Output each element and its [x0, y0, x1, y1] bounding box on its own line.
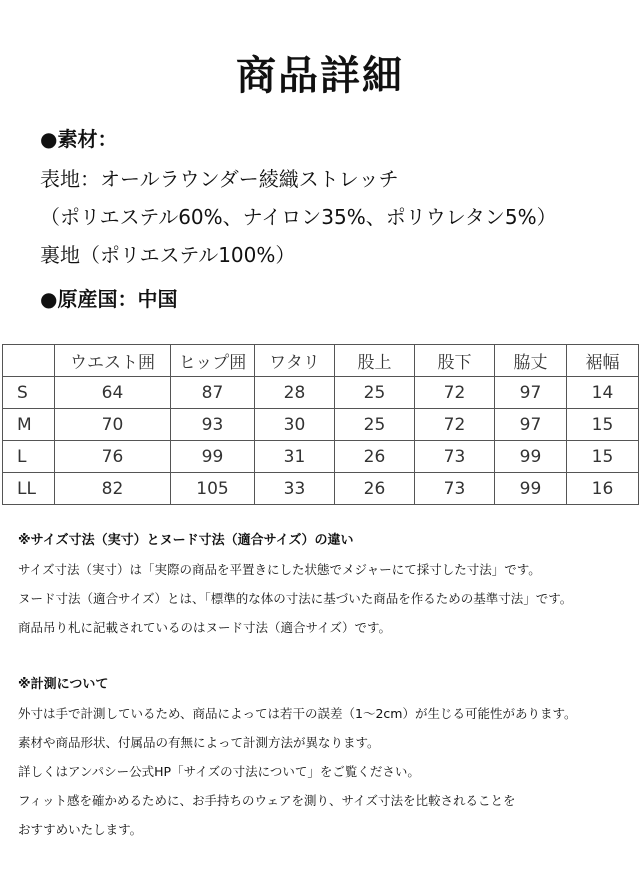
table-cell: 73	[415, 473, 495, 505]
measure-note-heading: ※計測について	[18, 677, 109, 692]
table-cell: 87	[171, 377, 255, 409]
table-cell: 97	[495, 377, 567, 409]
table-header-row	[3, 345, 639, 377]
table-cell: 15	[567, 441, 639, 473]
table-header-cell: ヒップ囲	[171, 345, 255, 377]
table-cell: 25	[335, 409, 415, 441]
table-cell: 72	[415, 377, 495, 409]
table-row	[3, 409, 639, 441]
table-row	[3, 377, 639, 409]
size-note-heading: ※サイズ寸法（実寸）とヌード寸法（適合サイズ）の違い	[18, 533, 354, 548]
table-header-cell: ワタリ	[255, 345, 335, 377]
table-cell: 33	[255, 473, 335, 505]
table-cell: 73	[415, 441, 495, 473]
table-header-cell: ウエスト囲	[55, 345, 171, 377]
table-header-cell: 裾幅	[567, 345, 639, 377]
table-cell: 99	[171, 441, 255, 473]
size-table	[2, 344, 639, 505]
table-row	[3, 441, 639, 473]
lining-fabric: 裏地（ポリエステル100%）	[40, 243, 296, 267]
page-title: 商品詳細	[236, 53, 404, 99]
table-cell: 26	[335, 441, 415, 473]
measure-note-line: おすすめいたします。	[18, 822, 143, 837]
measure-note-line: フィット感を確かめるために、お手持ちのウェアを測り、サイズ寸法を比較されることを	[18, 793, 516, 808]
table-cell: 31	[255, 441, 335, 473]
table-cell: 99	[495, 441, 567, 473]
outer-fabric: 表地：オールラウンダー綾織ストレッチ	[40, 167, 399, 191]
size-note-line: 商品吊り札に記載されているのはヌード寸法（適合サイズ）です。	[18, 620, 392, 635]
table-cell: 14	[567, 377, 639, 409]
table-header-cell	[3, 345, 55, 377]
table-row	[3, 473, 639, 505]
table-cell: 25	[335, 377, 415, 409]
size-label: LL	[3, 473, 55, 505]
measure-note-line: 素材や商品形状、付属品の有無によって計測方法が異なります。	[18, 735, 380, 750]
size-note-line: サイズ寸法（実寸）は「実際の商品を平置きにした状態でメジャーにて採寸した寸法」です。	[18, 562, 541, 577]
table-cell: 64	[55, 377, 171, 409]
table-header-cell: 股上	[335, 345, 415, 377]
table-cell: 99	[495, 473, 567, 505]
table-header-cell: 股下	[415, 345, 495, 377]
table-cell: 15	[567, 409, 639, 441]
size-label: M	[3, 409, 55, 441]
table-cell: 30	[255, 409, 335, 441]
table-cell: 97	[495, 409, 567, 441]
outer-composition: （ポリエステル60%、ナイロン35%、ポリウレタン5%）	[40, 205, 557, 229]
table-cell: 28	[255, 377, 335, 409]
table-cell: 105	[171, 473, 255, 505]
size-label: S	[3, 377, 55, 409]
table-cell: 72	[415, 409, 495, 441]
size-note-line: ヌード寸法（適合サイズ）とは、「標準的な体の寸法に基づいた商品を作るための基準寸法」です。	[18, 591, 573, 606]
origin-country: ●原産国：中国	[40, 287, 178, 311]
measure-note-line: 外寸は手で計測しているため、商品によっては若干の誤差（1〜2cm）が生じる可能性があります。	[18, 706, 577, 721]
table-cell: 70	[55, 409, 171, 441]
table-cell: 16	[567, 473, 639, 505]
table-cell: 76	[55, 441, 171, 473]
size-label: L	[3, 441, 55, 473]
measure-note-line: 詳しくはアンパシー公式HP「サイズの寸法について」をご覧ください。	[18, 764, 420, 779]
table-cell: 26	[335, 473, 415, 505]
material-heading: ●素材：	[40, 127, 118, 151]
table-header-cell: 脇丈	[495, 345, 567, 377]
table-cell: 82	[55, 473, 171, 505]
table-cell: 93	[171, 409, 255, 441]
